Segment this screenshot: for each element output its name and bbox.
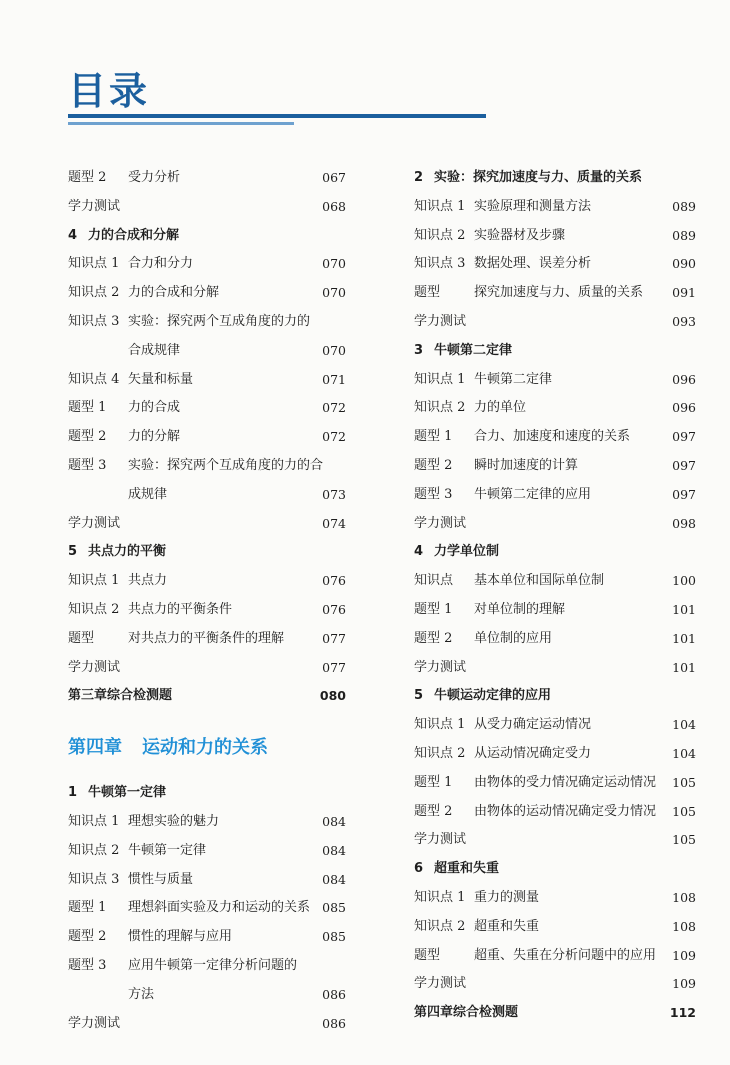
page-number: 101: [672, 601, 696, 617]
entry-title: 力的合成和分解: [128, 285, 220, 301]
entry-label: 题型 2: [414, 457, 453, 473]
page-number: 077: [322, 659, 346, 675]
toc-section-heading[interactable]: [414, 855, 696, 884]
title-rule-secondary: [68, 122, 294, 125]
entry-label: 学力测试: [68, 198, 121, 214]
entry-title: 共点力: [128, 573, 168, 589]
entry-title: 受力分析: [128, 170, 181, 185]
entry-label: 学力测试: [68, 659, 121, 675]
toc-section-heading[interactable]: [414, 538, 696, 567]
entry-title: 第三章综合检测题: [68, 688, 173, 704]
entry-title: 力的单位: [474, 400, 527, 416]
entry-label: 知识点 2: [414, 400, 466, 416]
page-number: 104: [672, 717, 696, 733]
toc-entry[interactable]: [68, 952, 346, 981]
page-number: 109: [672, 947, 696, 963]
toc-review-entry[interactable]: [68, 682, 346, 711]
entry-label: 知识点 1: [414, 198, 466, 214]
section-number: 1: [68, 785, 78, 801]
entry-title: 超重、失重在分析问题中的应用: [474, 947, 657, 963]
toc-section-heading[interactable]: [68, 779, 346, 808]
toc-entry[interactable]: [68, 894, 346, 923]
toc-entry[interactable]: [68, 596, 346, 625]
toc-entry[interactable]: [414, 193, 696, 222]
chapter-title: 运动和力的关系: [142, 737, 268, 759]
entry-label: 知识点 1: [68, 573, 120, 589]
page-number: 084: [322, 842, 346, 858]
toc-entry[interactable]: [68, 837, 346, 866]
entry-title: 实验：探究两个互成角度的力的: [128, 313, 311, 329]
toc-entry[interactable]: [68, 452, 346, 481]
section-title: 超重和失重: [434, 861, 500, 877]
page-number: 086: [322, 986, 346, 1002]
entry-title: 惯性的理解与应用: [128, 929, 233, 945]
section-number: 2: [414, 170, 424, 185]
toc-entry[interactable]: [414, 942, 696, 971]
toc-entry[interactable]: [68, 193, 346, 222]
entry-label: 知识点 2: [414, 227, 466, 243]
page-number: 100: [672, 573, 696, 589]
entry-label: 知识点 1: [414, 889, 466, 905]
entry-label: 题型 1: [414, 429, 453, 445]
entry-label: 题型: [414, 947, 441, 963]
toc-entry-continuation[interactable]: [68, 481, 346, 510]
entry-title: 实验器材及步骤: [474, 227, 566, 243]
entry-title: 共点力的平衡条件: [128, 601, 233, 617]
toc-entry[interactable]: [68, 1010, 346, 1039]
toc-entry[interactable]: [68, 510, 346, 539]
toc-entry[interactable]: [68, 394, 346, 423]
entry-title: 超重和失重: [474, 918, 540, 934]
entry-label: 题型 3: [68, 457, 107, 473]
entry-label: 知识点 1: [414, 371, 466, 387]
page-number: 105: [672, 774, 696, 790]
toc-entry[interactable]: [414, 452, 696, 481]
entry-label: 知识点 2: [414, 745, 466, 761]
page-number: 080: [319, 688, 346, 704]
page-number: 074: [322, 515, 346, 531]
toc-entry[interactable]: [414, 423, 696, 452]
section-title: 共点力的平衡: [88, 544, 167, 560]
toc-entry[interactable]: [414, 596, 696, 625]
entry-label: 题型 3: [68, 957, 107, 973]
entry-title: 单位制的应用: [474, 630, 553, 646]
toc-section-heading[interactable]: [414, 164, 696, 193]
toc-entry[interactable]: [68, 866, 346, 895]
section-number: 5: [68, 544, 78, 560]
entry-label: 学力测试: [68, 1015, 121, 1031]
toc-section-heading[interactable]: [68, 222, 346, 251]
entry-label: 题型 2: [68, 929, 107, 945]
section-number: 3: [414, 342, 424, 358]
entry-title: 力的合成: [128, 400, 181, 416]
entry-title: 对单位制的理解: [474, 601, 566, 617]
entry-label: 题型: [68, 630, 95, 646]
entry-title: 牛顿第一定律: [128, 842, 207, 858]
toc-entry[interactable]: [414, 654, 696, 683]
page-number: 093: [672, 313, 696, 329]
page-number: 097: [672, 486, 696, 502]
toc-chapter-heading[interactable]: [68, 711, 346, 779]
page-number: 067: [322, 170, 346, 185]
toc-entry[interactable]: [68, 567, 346, 596]
entry-label: 知识点 2: [68, 601, 120, 617]
title-rule-primary: [68, 114, 486, 118]
toc-entry[interactable]: [414, 913, 696, 942]
entry-title: 合力、加速度和速度的关系: [474, 429, 631, 445]
section-title: 牛顿第二定律: [434, 342, 513, 358]
entry-label: 知识点 2: [414, 918, 466, 934]
toc-entry[interactable]: [414, 769, 696, 798]
toc-entry[interactable]: [414, 394, 696, 423]
entry-label: 题型 1: [414, 601, 453, 617]
section-title: 力的合成和分解: [88, 227, 180, 243]
toc-section-heading[interactable]: [414, 682, 696, 711]
entry-label: 知识点 2: [68, 842, 120, 858]
toc-entry[interactable]: [68, 423, 346, 452]
entry-label: 题型: [414, 285, 441, 301]
page-number: 076: [322, 573, 346, 589]
page-number: 097: [672, 429, 696, 445]
toc-entry[interactable]: [414, 279, 696, 308]
entry-title: 由物体的运动情况确定受力情况: [474, 803, 657, 819]
page-number: 104: [672, 745, 696, 761]
entry-title: 数据处理、误差分析: [474, 256, 592, 272]
toc-entry[interactable]: [68, 250, 346, 279]
page-number: 109: [672, 976, 696, 992]
entry-label: 题型 1: [68, 900, 107, 916]
toc-entry[interactable]: [68, 625, 346, 654]
entry-title: 对共点力的平衡条件的理解: [128, 630, 285, 646]
toc-entry[interactable]: [414, 798, 696, 827]
toc-entry[interactable]: [414, 250, 696, 279]
entry-title: 实验：探究两个互成角度的力的合: [128, 457, 324, 473]
page-number: 070: [322, 342, 346, 358]
page-number: 084: [322, 871, 346, 887]
entry-label: 知识点 1: [414, 717, 466, 733]
page-number: 097: [672, 457, 696, 473]
entry-title: 由物体的受力情况确定运动情况: [474, 774, 657, 790]
page-number: 068: [322, 198, 346, 214]
section-title: 牛顿第一定律: [88, 785, 167, 801]
entry-title-continued: 合成规律: [128, 342, 181, 358]
toc-review-entry[interactable]: [414, 999, 696, 1028]
page-number: 105: [672, 803, 696, 819]
entry-label: 知识点 2: [68, 285, 120, 301]
page-number: 096: [672, 371, 696, 387]
section-title: 牛顿运动定律的应用: [434, 688, 552, 704]
entry-title: 牛顿第二定律: [474, 371, 553, 387]
entry-title: 力的分解: [128, 429, 181, 445]
toc-entry[interactable]: [414, 625, 696, 654]
toc-entry[interactable]: [414, 884, 696, 913]
entry-title: 矢量和标量: [128, 371, 194, 387]
entry-title: 基本单位和国际单位制: [474, 573, 605, 589]
page-number: 090: [672, 256, 696, 272]
entry-label: 学力测试: [414, 832, 467, 848]
page-number: 096: [672, 400, 696, 416]
page-number: 086: [322, 1015, 346, 1031]
page-number: 108: [672, 889, 696, 905]
page-number: 101: [672, 659, 696, 675]
entry-title: 惯性与质量: [128, 871, 194, 887]
page-number: 076: [322, 601, 346, 617]
toc-right-column: [414, 164, 696, 1028]
entry-label: 知识点 1: [68, 813, 120, 829]
page-number: 112: [669, 1005, 696, 1021]
toc-entry[interactable]: [414, 366, 696, 395]
entry-label: 知识点: [414, 573, 454, 589]
page-number: 105: [672, 832, 696, 848]
entry-label: 知识点 3: [68, 313, 120, 329]
toc-entry[interactable]: [414, 567, 696, 596]
toc-entry[interactable]: [414, 222, 696, 251]
toc-section-heading[interactable]: [414, 337, 696, 366]
toc-entry[interactable]: [68, 308, 346, 337]
entry-label: 知识点 3: [68, 871, 120, 887]
page-number: 070: [322, 285, 346, 301]
entry-label: 学力测试: [414, 515, 467, 531]
entry-title: 合力和分力: [128, 256, 194, 272]
toc-entry[interactable]: [414, 308, 696, 337]
entry-label: 学力测试: [414, 313, 467, 329]
entry-label: 题型 2: [68, 170, 107, 185]
entry-title: 第四章综合检测题: [414, 1005, 519, 1021]
toc-entry[interactable]: [414, 970, 696, 999]
section-number: 4: [68, 227, 78, 243]
entry-title-continued: 方法: [128, 986, 155, 1002]
toc-entry[interactable]: [414, 481, 696, 510]
entry-label: 题型 2: [414, 630, 453, 646]
page-number: 101: [672, 630, 696, 646]
entry-title: 理想斜面实验及力和运动的关系: [128, 900, 311, 916]
entry-title: 探究加速度与力、质量的关系: [474, 285, 644, 301]
entry-label: 题型 2: [68, 429, 107, 445]
entry-title: 理想实验的魅力: [128, 813, 220, 829]
page-number: 077: [322, 630, 346, 646]
page-number: 084: [322, 813, 346, 829]
entry-label: 题型 1: [68, 400, 107, 416]
entry-label: 学力测试: [414, 976, 467, 992]
page-number: 108: [672, 918, 696, 934]
entry-label: 知识点 3: [414, 256, 466, 272]
toc-entry[interactable]: [68, 923, 346, 952]
entry-label: 知识点 1: [68, 256, 120, 272]
toc-left-column: [68, 164, 346, 1038]
page-number: 085: [322, 929, 346, 945]
toc-entry[interactable]: [68, 366, 346, 395]
page-number: 091: [672, 285, 696, 301]
section-number: 5: [414, 688, 424, 704]
page-number: 072: [322, 400, 346, 416]
toc-section-heading[interactable]: [68, 538, 346, 567]
entry-label: 知识点 4: [68, 371, 120, 387]
entry-title: 从运动情况确定受力: [474, 745, 592, 761]
toc-entry[interactable]: [414, 740, 696, 769]
entry-title: 实验原理和测量方法: [474, 198, 592, 214]
entry-title: 重力的测量: [474, 889, 540, 905]
entry-title: 瞬时加速度的计算: [474, 457, 579, 473]
page-number: 085: [322, 900, 346, 916]
page-number: 098: [672, 515, 696, 531]
page-number: 070: [322, 256, 346, 272]
chapter-number: 第四章: [68, 737, 122, 759]
toc-entry[interactable]: [414, 510, 696, 539]
toc-entry[interactable]: [68, 654, 346, 683]
page-number: 089: [672, 198, 696, 214]
entry-title: 从受力确定运动情况: [474, 717, 592, 733]
entry-label: 学力测试: [414, 659, 467, 675]
page-number: 072: [322, 429, 346, 445]
toc-entry-continuation[interactable]: [68, 337, 346, 366]
toc-entry[interactable]: [68, 808, 346, 837]
section-title: 实验：探究加速度与力、质量的关系: [434, 170, 643, 185]
page-title: 目录: [68, 69, 151, 113]
toc-entry[interactable]: [68, 164, 346, 193]
entry-title: 应用牛顿第一定律分析问题的: [128, 957, 298, 973]
toc-entry[interactable]: [68, 279, 346, 308]
entry-label: 学力测试: [68, 515, 121, 531]
page-number: 073: [322, 486, 346, 502]
toc-entry[interactable]: [414, 826, 696, 855]
section-title: 力学单位制: [434, 544, 500, 560]
entry-title: 牛顿第二定律的应用: [474, 486, 592, 502]
entry-label: 题型 1: [414, 774, 453, 790]
section-number: 4: [414, 544, 424, 560]
entry-label: 题型 2: [414, 803, 453, 819]
toc-entry[interactable]: [414, 711, 696, 740]
entry-title-continued: 成规律: [128, 486, 168, 502]
page-number: 089: [672, 227, 696, 243]
toc-entry-continuation[interactable]: [68, 981, 346, 1010]
entry-label: 题型 3: [414, 486, 453, 502]
section-number: 6: [414, 861, 424, 877]
page-number: 071: [322, 371, 346, 387]
